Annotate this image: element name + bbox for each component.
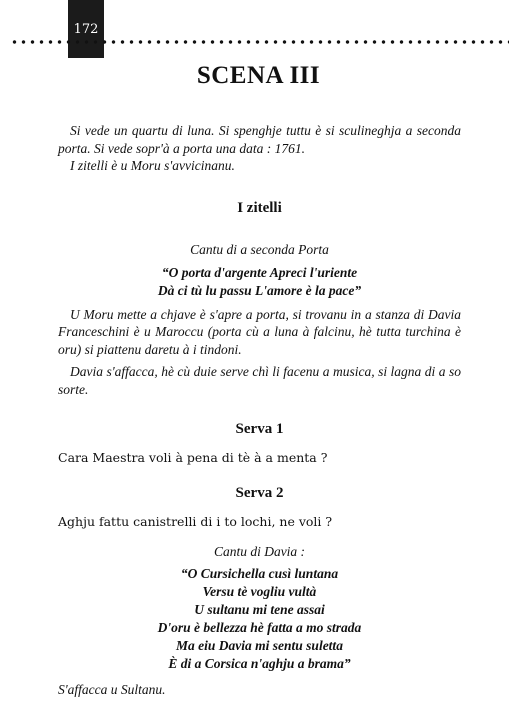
page-number: 172 — [73, 22, 99, 37]
cantu-seconda-porta: Cantu di a seconda Porta — [190, 241, 329, 257]
page-body — [58, 122, 461, 699]
davia-song — [58, 565, 461, 673]
stage-direction: U Moru mette a chjave è s'apre a porta, si trovanu in a stanza di Davia Franceschini è u Maroccu (porta cù a luna à falcinu, hè tutta turchina è oru) si piattenu daretu à i tindoni. — [58, 306, 461, 357]
heading-zitelli: I zitelli — [237, 199, 282, 216]
verse-line: È di a Corsica n'aghju a brama” — [168, 656, 351, 671]
scene-title: SCENA III — [196, 62, 321, 89]
stage-direction: Davia s'affacca, hè cù duie serve chì li facenu a musica, si lagna di a so sorte. — [58, 364, 461, 397]
serva-2-line: Aghju fattu canistrelli di i to lochi, ne voli ? — [58, 514, 333, 529]
intro-stage-direction-2: I zitelli è u Moru s'avvicinanu. — [70, 158, 235, 173]
heading-serva-1: Serva 1 — [235, 421, 284, 437]
verse-line: D'oru è bellezza hè fatta a mo strada — [157, 620, 362, 635]
verse-line: Versu tè vogliu vultà — [202, 584, 317, 599]
verse-line: Dà ci tù lu passu L'amore è la pace” — [157, 282, 362, 298]
page-number-box — [68, 0, 104, 58]
verse-line: “O Cursichella cusì luntana — [180, 566, 339, 581]
intro-stage-direction: Si vede un quartu di luna. Si spenghje tuttu è si sculineghja a seconda porta. Si vede sopr'à a porta una data : 1761. — [58, 123, 461, 156]
serva-1-line: Cara Maestra voli à pena di tè à a menta ? — [58, 450, 328, 465]
verse-line: U sultanu mi tene assai — [194, 602, 325, 617]
verse-line: Ma eiu Davia mi sentu suletta — [176, 638, 343, 653]
heading-serva-2: Serva 2 — [235, 485, 284, 501]
verse-line: “O porta d'argente Apreci l'uriente — [161, 264, 358, 280]
cantu-davia: Cantu di Davia : — [213, 544, 306, 559]
dotted-rule — [10, 40, 509, 44]
closing-stage-direction: S'affacca u Sultanu. — [58, 682, 166, 697]
